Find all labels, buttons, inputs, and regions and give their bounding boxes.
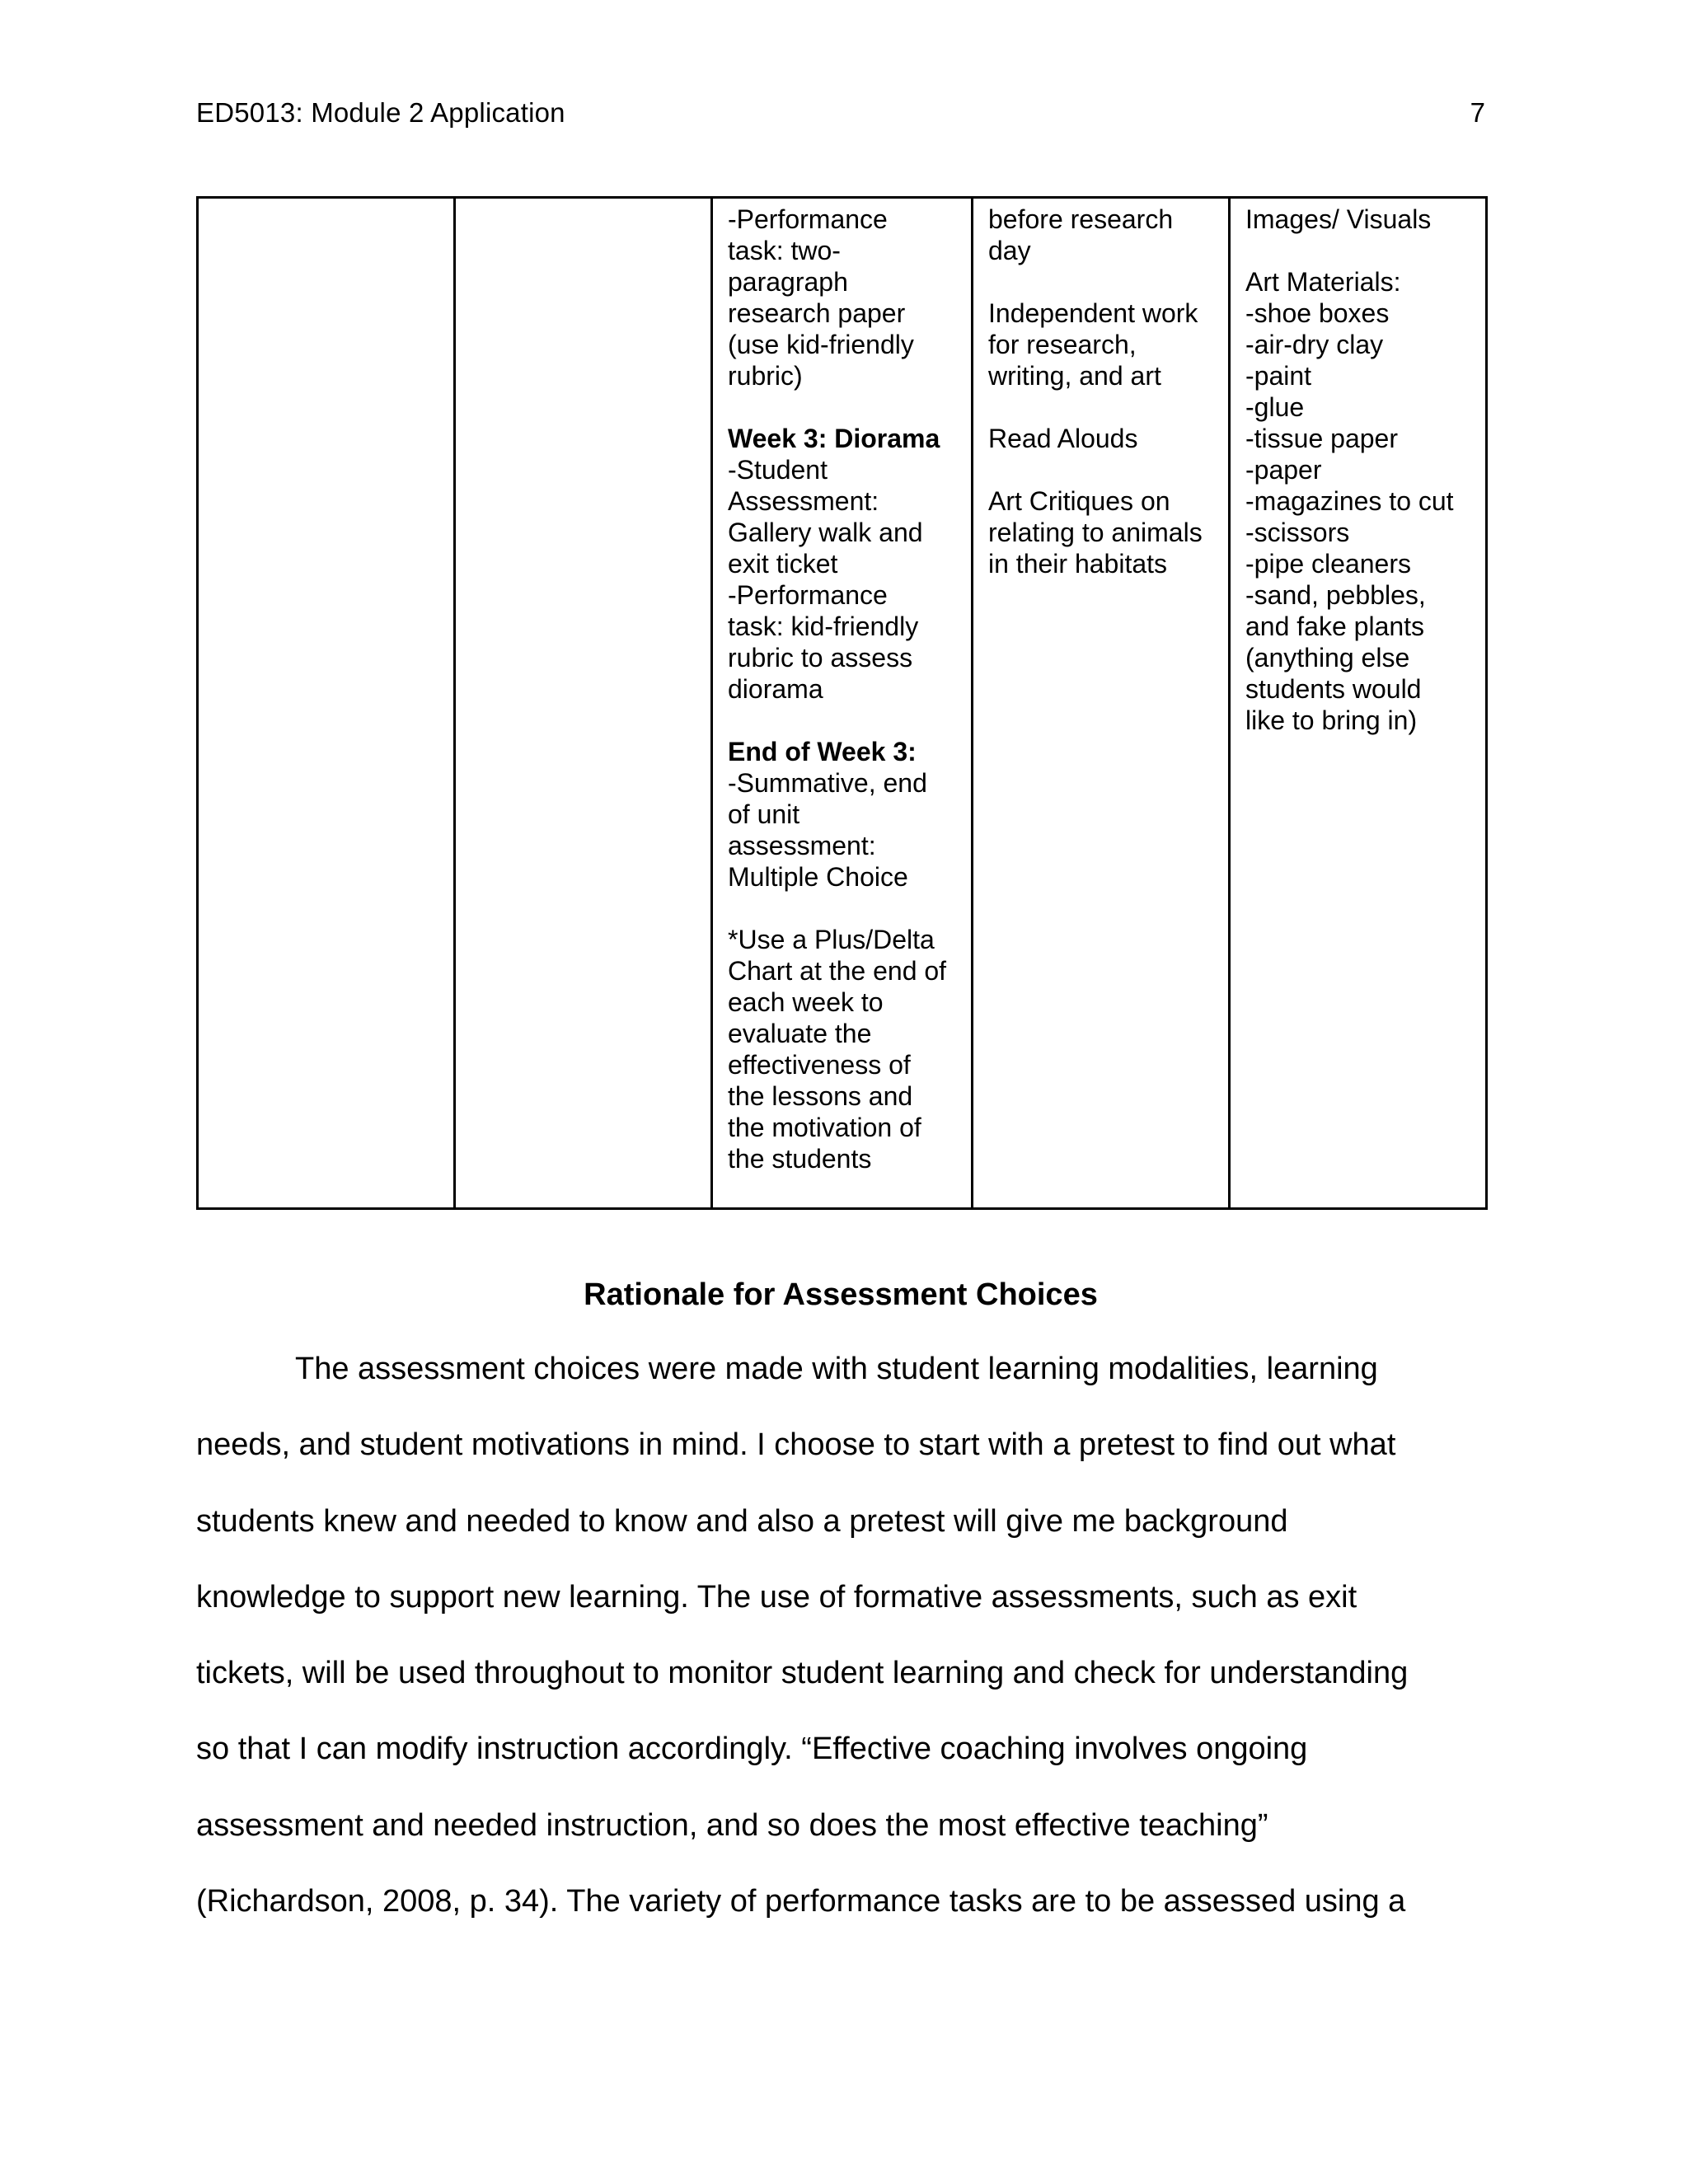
table-cell-materials [1230, 198, 1487, 1209]
table-cell-assessments [712, 198, 973, 1209]
cell-line: evaluate the [728, 1019, 872, 1048]
cell-line: -glue [1245, 392, 1305, 422]
cell-line: before research [988, 204, 1174, 234]
cell-line: -paper [1245, 455, 1322, 485]
paragraph-line: students knew and needed to know and also a pretest will give me background [196, 1503, 1288, 1539]
week3-heading: Week 3: Diorama [728, 424, 940, 453]
running-head: ED5013: Module 2 Application [196, 97, 565, 128]
cell-line: -Performance [728, 204, 888, 234]
cell-line: -scissors [1245, 518, 1350, 547]
cell-line: Art Materials: [1245, 267, 1401, 297]
body-paragraph [196, 1352, 1485, 1960]
table-cell-activities [973, 198, 1230, 1209]
cell-line: the students [728, 1144, 872, 1174]
page-number: 7 [1470, 97, 1485, 128]
cell-line: -air-dry clay [1245, 330, 1384, 359]
table-cell-empty-1 [198, 198, 455, 1209]
paragraph-line: (Richardson, 2008, p. 34). The variety of performance tasks are to be assessed using a [196, 1884, 1406, 1919]
cell-line: -sand, pebbles, [1245, 580, 1426, 610]
spacer [988, 391, 1213, 423]
cell-line: effectiveness of [728, 1050, 911, 1080]
cell-line: Assessment: [728, 486, 879, 516]
cell-line: assessment: [728, 831, 876, 860]
cell-line: and fake plants [1245, 612, 1425, 641]
cell-line: (anything else [1245, 643, 1410, 673]
cell-line: writing, and art [988, 361, 1161, 391]
table-cell-empty-2 [455, 198, 712, 1209]
cell-line: the motivation of [728, 1113, 921, 1142]
spacer [728, 705, 956, 736]
spacer [988, 454, 1213, 485]
table-row [198, 198, 1487, 1209]
cell-line: students would [1245, 674, 1422, 704]
paragraph-line: needs, and student motivations in mind. I choose to start with a pretest to find out what [196, 1427, 1396, 1463]
paragraph-line: assessment and needed instruction, and so does the most effective teaching” [196, 1807, 1268, 1843]
cell-line: -tissue paper [1245, 424, 1398, 453]
cell-line: -Summative, end [728, 768, 927, 798]
spacer [728, 893, 956, 924]
cell-line: in their habitats [988, 549, 1168, 579]
cell-line: for research, [988, 330, 1137, 359]
cell-line: Gallery walk and [728, 518, 923, 547]
paragraph-line: knowledge to support new learning. The use of formative assessments, such as exit [196, 1579, 1357, 1615]
cell-line: the lessons and [728, 1081, 913, 1111]
cell-line: of unit [728, 799, 800, 829]
cell-line: -paint [1245, 361, 1312, 391]
spacer [1245, 235, 1470, 266]
cell-line: -shoe boxes [1245, 298, 1390, 328]
cell-line: exit ticket [728, 549, 838, 579]
cell-line: Chart at the end of [728, 956, 947, 986]
paragraph-line: tickets, will be used throughout to monitor student learning and check for understanding [196, 1656, 1409, 1691]
cell-line: Independent work [988, 298, 1198, 328]
cell-line: (use kid-friendly [728, 330, 914, 359]
paragraph-line: so that I can modify instruction accordingly. “Effective coaching involves ongoing [196, 1732, 1308, 1767]
cell-line: Images/ Visuals [1245, 204, 1432, 234]
cell-line: -Performance [728, 580, 888, 610]
cell-line: task: kid-friendly [728, 612, 919, 641]
cell-line: Multiple Choice [728, 862, 908, 892]
cell-line: day [988, 236, 1031, 265]
cell-line: -Student [728, 455, 828, 485]
spacer [728, 391, 956, 423]
cell-line: rubric) [728, 361, 803, 391]
paragraph-line: The assessment choices were made with student learning modalities, learning [295, 1352, 1378, 1386]
assessment-plan-table [196, 196, 1488, 1210]
spacer [988, 266, 1213, 298]
cell-line: -pipe cleaners [1245, 549, 1411, 579]
cell-line: -magazines to cut [1245, 486, 1454, 516]
cell-line: *Use a Plus/Delta [728, 925, 935, 954]
cell-line: task: two- [728, 236, 841, 265]
section-heading: Rationale for Assessment Choices [584, 1277, 1098, 1312]
cell-line: Read Alouds [988, 424, 1138, 453]
cell-line: rubric to assess [728, 643, 913, 673]
cell-line: paragraph [728, 267, 848, 297]
cell-line: diorama [728, 674, 823, 704]
cell-line: each week to [728, 987, 884, 1017]
end-of-week3-heading: End of Week 3: [728, 737, 917, 766]
cell-line: Art Critiques on [988, 486, 1170, 516]
cell-line: research paper [728, 298, 906, 328]
cell-line: like to bring in) [1245, 705, 1418, 735]
cell-line: relating to animals [988, 518, 1203, 547]
